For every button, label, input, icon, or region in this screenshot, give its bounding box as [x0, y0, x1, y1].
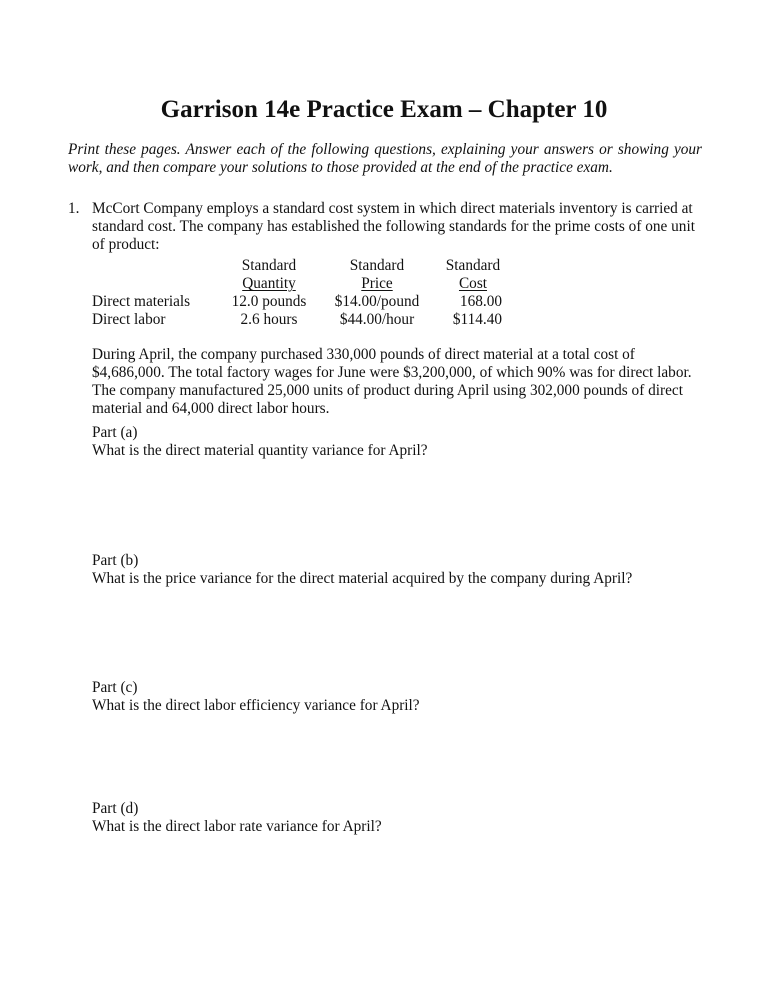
question-text: McCort Company employs a standard cost system in which direct materials inventory is carried at standard cost. The company has established the following standards for the prime costs of one unit of product:	[92, 200, 695, 253]
scenario-text: During April, the company purchased 330,000 pounds of direct material at a total cost of $4,686,000. The total factory wages for June were $3,200,000, of which 90% was for direct labor. The company manufactured 25,000 units of product during April using 302,000 pounds of direct material and 64,000 direct labor hours.	[92, 346, 692, 417]
row-quantity: 2.6 hours	[240, 311, 298, 328]
row-price: $14.00/pound	[334, 293, 420, 310]
table-header-row-2	[92, 275, 612, 293]
row-label: Direct materials	[92, 293, 191, 310]
part-a-question: What is the direct material quantity variance for April?	[92, 442, 428, 459]
table-header-row-1	[92, 257, 612, 275]
row-quantity: 12.0 pounds	[231, 293, 307, 310]
part-b-question: What is the price variance for the direct material acquired by the company during April?	[92, 570, 633, 587]
header-standard-price-line1: Standard	[349, 257, 405, 274]
part-a-label: Part (a)	[92, 424, 138, 441]
header-cost: Cost	[458, 275, 488, 292]
instructions: Print these pages. Answer each of the following questions, explaining your answers or showing your work, and then compare your solutions to those provided at the end of the practice exam.	[68, 141, 702, 176]
part-d-label: Part (d)	[92, 800, 139, 817]
question-number: 1.	[68, 200, 80, 217]
row-price: $44.00/hour	[339, 311, 415, 328]
row-cost: $114.40	[452, 311, 502, 328]
page-title: Garrison 14e Practice Exam – Chapter 10	[160, 96, 608, 123]
part-d-question: What is the direct labor rate variance for April?	[92, 818, 382, 835]
part-c-label: Part (c)	[92, 679, 138, 696]
table-row	[92, 311, 612, 329]
header-quantity: Quantity	[242, 275, 296, 292]
part-b-label: Part (b)	[92, 552, 139, 569]
header-standard-quantity-line1: Standard	[241, 257, 297, 274]
header-standard-cost-line1: Standard	[445, 257, 501, 274]
header-price: Price	[361, 275, 393, 292]
table-row	[92, 293, 612, 311]
part-c-question: What is the direct labor efficiency variance for April?	[92, 697, 420, 714]
row-label: Direct labor	[92, 311, 166, 328]
row-cost: 168.00	[459, 293, 502, 310]
